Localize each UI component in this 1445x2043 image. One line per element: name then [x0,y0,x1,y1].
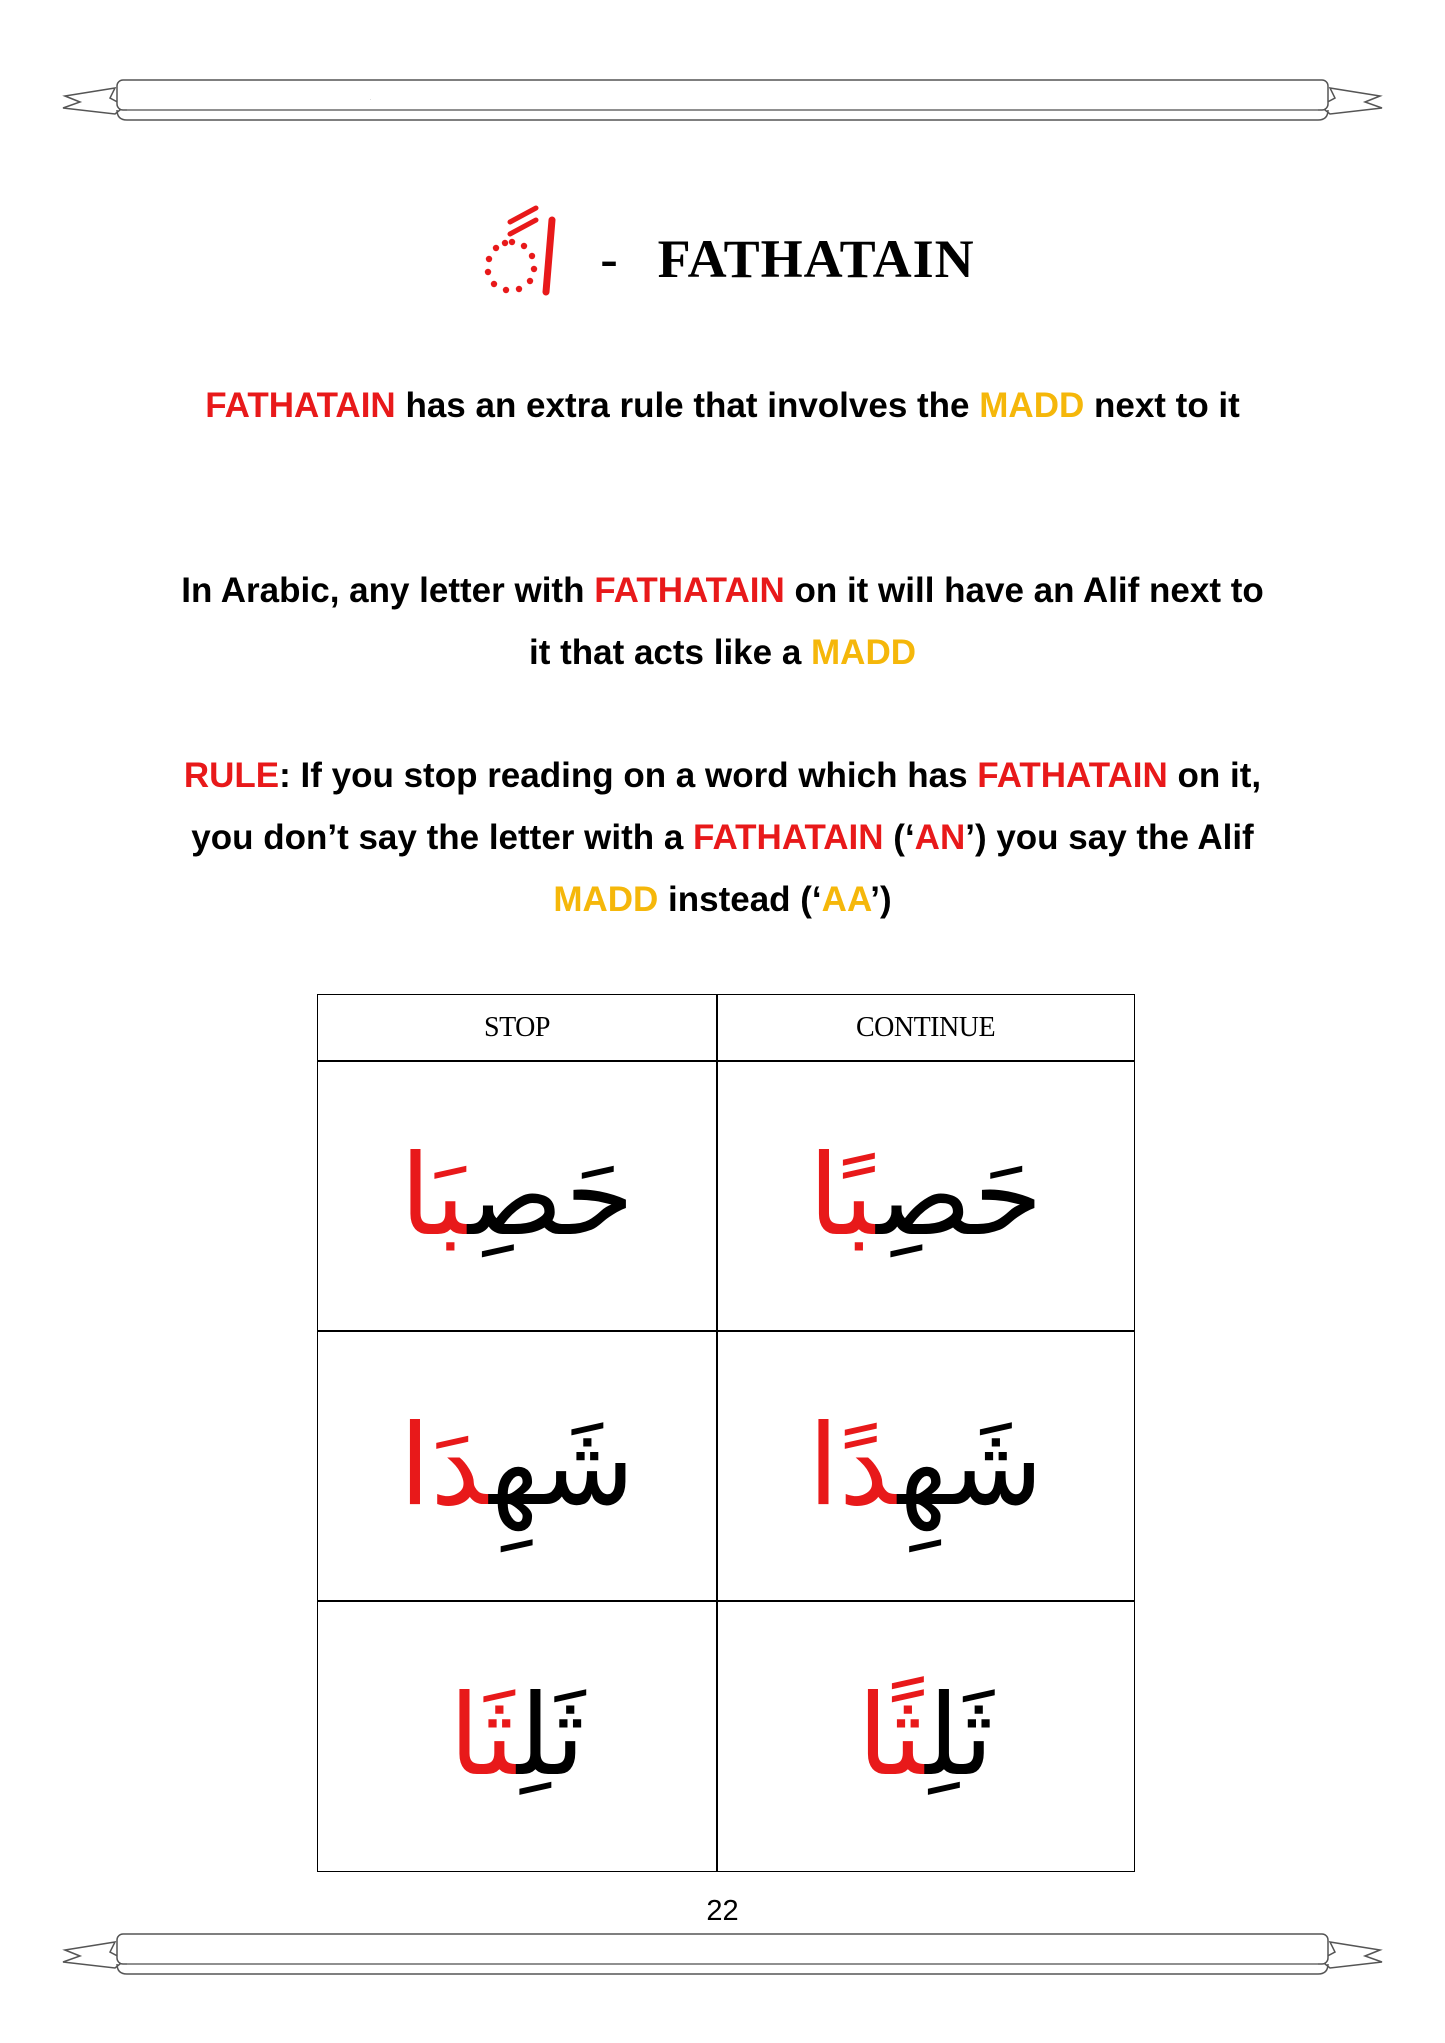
paragraph-run: FATHATAIN [205,386,396,425]
paragraph-rule [170,745,1275,931]
arabic-word-black-part: حَصِ [467,1131,635,1261]
paragraph-alif-madd [170,560,1275,684]
paragraph-run: (‘ [883,818,915,857]
page-number: 22 [706,1895,739,1927]
page-title [0,100,1445,320]
title-dash: - [600,230,618,288]
paragraph-run: next to it [1084,386,1240,425]
paragraph-run: In Arabic, any letter with [181,571,595,610]
arabic-word [399,1401,635,1531]
paragraph-run: FATHATAIN [693,818,884,857]
table-header-continue: CONTINUE [855,1012,996,1043]
paragraph-run: AN [914,818,966,857]
paragraph-run: MADD [979,386,1085,425]
arabic-word-black-part: ثَلِ [516,1671,586,1801]
paragraph-run: instead (‘ [658,880,822,919]
paragraph-run: FATHATAIN [977,756,1168,795]
paragraph-extra-rule [170,375,1275,437]
arabic-word-black-part: ثَلِ [925,1671,994,1801]
arabic-word [448,1671,586,1801]
arabic-word [807,1401,1044,1531]
arabic-word-red-part: دَا [399,1401,490,1531]
arabic-word-red-part: ثًا [857,1671,926,1801]
table-cell-stop [318,1602,716,1870]
arabic-word-black-part: شَهِ [489,1401,635,1531]
paragraph-run: MADD [553,880,659,919]
paragraph-run: on it will have an Alif next to it that acts like a [528,571,1264,672]
table-cell-continue [718,1602,1133,1870]
arabic-word-black-part: شَهِ [897,1401,1044,1531]
arabic-word [857,1671,994,1801]
arabic-word-red-part: بًا [808,1131,877,1261]
table-cell-continue [718,1062,1133,1330]
paragraph-run: ’) you say the Alif [965,818,1254,857]
table-cell-continue [718,1332,1133,1600]
bottom-scroll-banner [55,1930,1390,1980]
title-symbol-text: اً [370,100,371,101]
arabic-word-red-part: بَا [399,1131,468,1261]
arabic-word-black-part: حَصِ [876,1131,1043,1261]
arabic-word-red-part: دًا [807,1401,898,1531]
paragraph-run: has an extra rule that involves the [395,386,980,425]
top-scroll-banner [55,76,1390,126]
arabic-word [808,1131,1043,1261]
paragraph-run: : If you stop reading on a word which has [279,756,978,795]
stop-continue-table [317,994,1135,1872]
paragraph-run: on it, you don’t say the letter with a [191,756,1262,857]
paragraph-run: FATHATAIN [594,571,785,610]
table-cell-stop [318,1332,716,1600]
table-cell-stop [318,1062,716,1330]
arabic-word-red-part: ثَا [448,1671,517,1801]
fathatain-symbol-icon [370,100,570,310]
paragraph-run: MADD [811,633,917,672]
paragraph-run: ’) [870,880,892,919]
paragraph-run: AA [821,880,871,919]
paragraph-run: RULE [183,756,280,795]
arabic-word [399,1131,635,1261]
title-text: FATHATAIN [657,229,975,289]
table-header-stop: STOP [484,1012,550,1043]
